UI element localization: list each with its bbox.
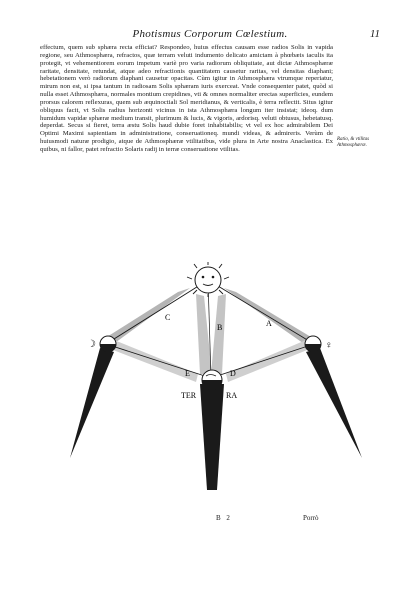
- venus-icon: [305, 336, 321, 352]
- moon-symbol: ☽: [87, 339, 96, 350]
- beam-left-outer: [102, 288, 190, 348]
- diagram-figure: [70, 262, 370, 492]
- page-footer: [40, 514, 380, 528]
- signature-mark: B 2: [216, 514, 232, 522]
- label-terra-right: RA: [226, 391, 238, 400]
- label-terra-left: TER: [181, 391, 197, 400]
- catchword: Porrò: [303, 514, 319, 522]
- page-header: [40, 28, 380, 42]
- label-a: A: [266, 319, 272, 328]
- line-venus-earth: [211, 344, 314, 378]
- moon-shadow: [70, 348, 114, 458]
- venus-symbol: ♀: [325, 340, 333, 351]
- moon-icon: [100, 336, 116, 352]
- label-b: B: [217, 323, 223, 332]
- running-title: Photismus Corporum Cœlestium.: [132, 28, 288, 40]
- venus-shadow: [306, 348, 362, 458]
- page-number: 11: [369, 28, 380, 40]
- label-c: C: [165, 313, 171, 322]
- label-e: E: [185, 369, 190, 378]
- diagram-svg: [70, 262, 370, 492]
- margin-note: Ratio, & vtilitas Athmosphæræ.: [337, 137, 370, 148]
- beam-venus-earth: [226, 340, 312, 382]
- line-sun-moon: [106, 280, 208, 344]
- body-paragraph: effectum, quem sub sphæra recta efficiat? Respondeo, huius effectus causam esse radios Solis in vapida regione, seu Athmosphæra, refractos, quæ terram veluti indumento delicato amictam à phœbæis iaculis ita protegit, vt vehementiorem eorum impetum variè pro varia radiorum obliquitate, aut dictæ Athmosphæræ raritate, densitate, retundat, atque adeo refractionis quantitatem causetur raritas, vel densitas diaphani; hebetationem verò radiorum diaphani causetur opacitas. Cùm igitur in Athmosphæra vtrumque reperiatur, mirum non est, si ipsa tantum in radiosam Solis sphæram iuris exerceat. Vnde consequenter patet, quòd si nulla esset Athmosphæra, normales montium crepidines, vti & omnes normaliter erectas superficies, eundem prorsus calorem reflexuras, quem sub æquinoctiali Sol meridianus, & verticalis, è terra reflectit. Situs igitur obliquus facit, vt Solis radius horizonti vicinus in ista Athmosphæra longum iter insistat; ideoq. dum humidum vapidæ sphæræ medium transit, plurimum & lucis, & vigoris, ardorisq. veluti obtusus, hebetatusq. deperdat. Secus si fieret, terra æstu Solis haud dubie foret inhabitabilis; vt vel ex hoc admirabilem Dei Optimi Maximi sapientiam in administratione, conseruationeq. mundi videas, & admireris. Verùm de huiusmodi naturæ prodigio, atque de Athmosphæræ vtilitatibus, vide plura in Arte nostra Anaclastica. Ex quibus, ni fallor, patet refractio Solaris radij in terræ conseruatione vtilitas.: [40, 44, 333, 153]
- sun-icon: [187, 262, 229, 297]
- beam-center-right: [211, 294, 226, 374]
- earth-icon: [202, 370, 222, 390]
- earth-shadow: [200, 384, 224, 490]
- beam-right-outer: [224, 288, 316, 348]
- label-d: D: [230, 369, 236, 378]
- line-moon-earth: [106, 344, 211, 378]
